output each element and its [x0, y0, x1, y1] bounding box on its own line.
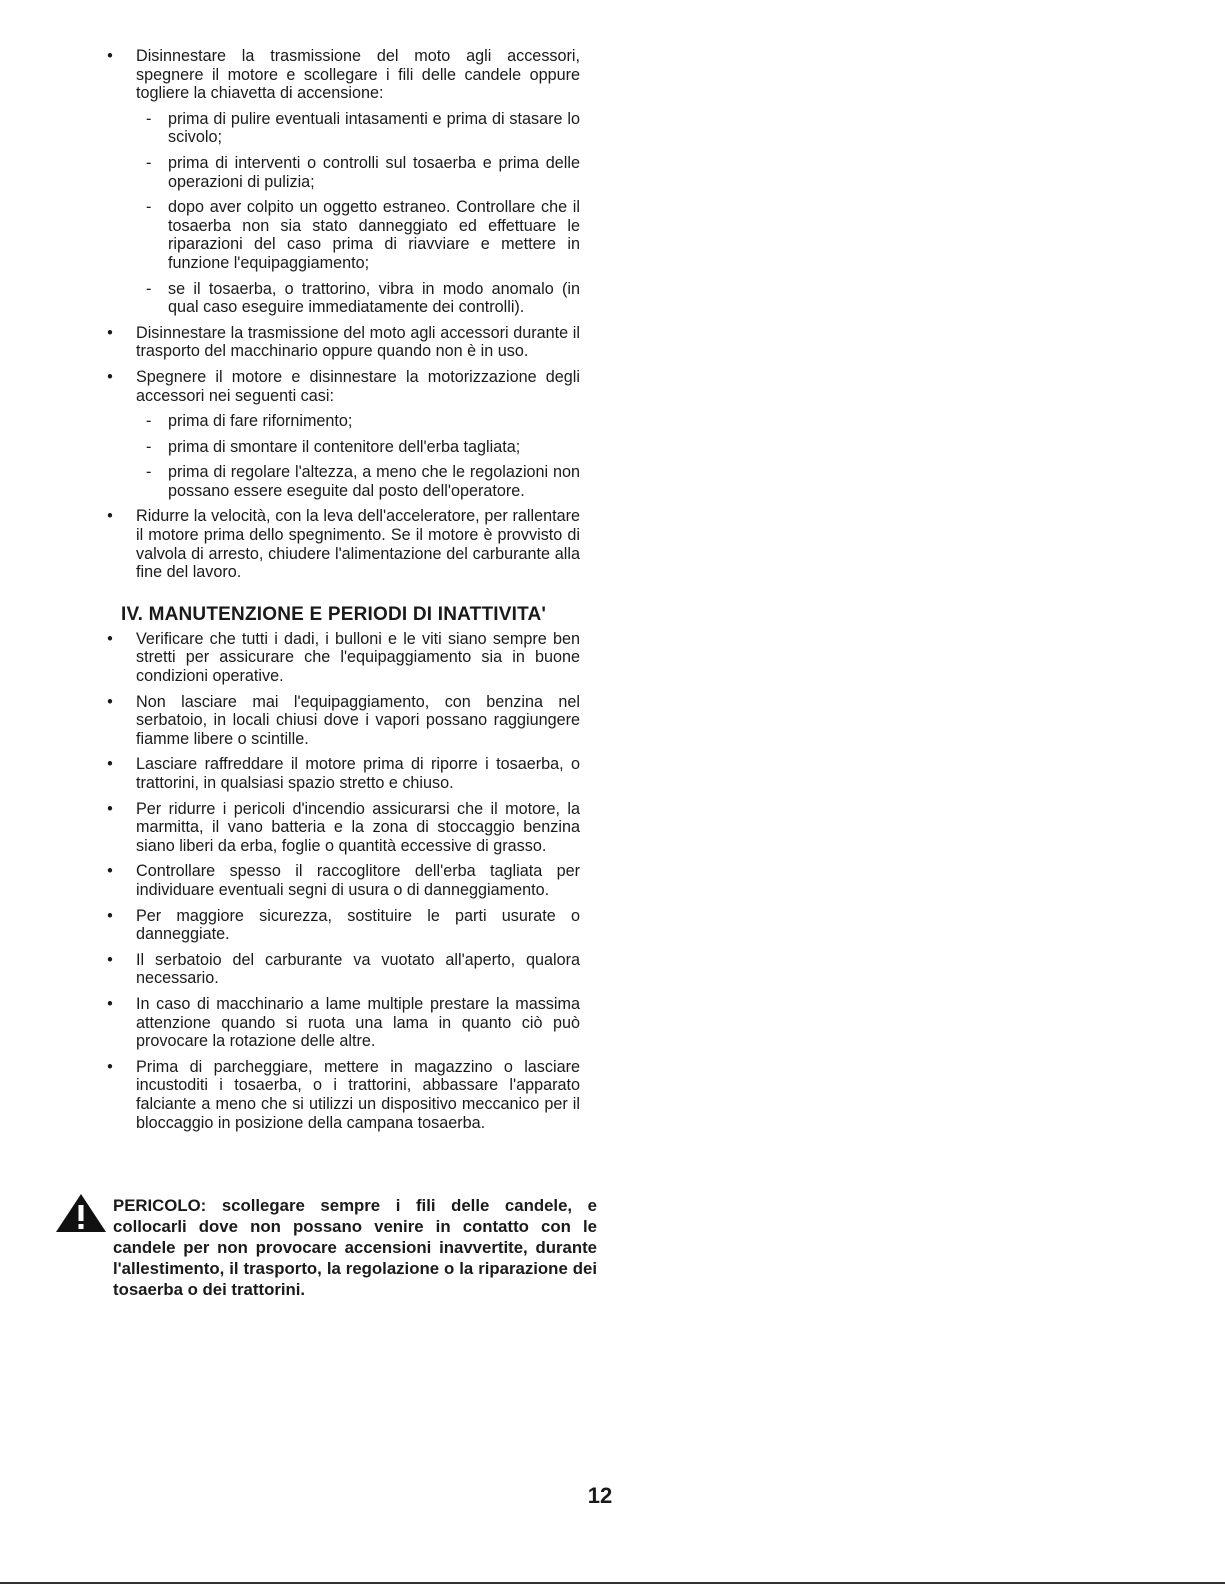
list-item: [104, 800, 580, 856]
list-item-text: Verificare che tutti i dadi, i bulloni e le viti siano sempre ben stretti per assicurare che l'equipaggiamento sia in buone condizioni operative.: [136, 629, 580, 686]
list-item: [104, 995, 580, 1051]
text-column: [104, 47, 580, 1132]
list-item: [104, 907, 580, 944]
list-item: [104, 507, 580, 581]
bullet: •: [107, 692, 113, 711]
bullet: •: [107, 367, 113, 386]
list-item: [104, 862, 580, 899]
sub-list-item: [104, 412, 580, 431]
dash: -: [146, 198, 152, 217]
bullet: •: [107, 862, 113, 881]
list-item: [104, 1058, 580, 1132]
dash: -: [146, 279, 152, 298]
dash: -: [146, 437, 152, 456]
bullet: •: [107, 507, 113, 526]
sub-list-item-text: se il tosaerba, o trattorino, vibra in modo anomalo (in qual caso eseguire immediatamente dei controlli).: [168, 279, 580, 317]
sub-list-item-text: dopo aver colpito un oggetto estraneo. Controllare che il tosaerba non sia stato danneggiato ed effettuare le riparazioni del caso prima di riavviare e mettere in funzione l'equipaggiamento;: [168, 198, 580, 272]
list-item-text: Per ridurre i pericoli d'incendio assicurarsi che il motore, la marmitta, il vano batteria e la zona di stoccaggio benzina siano liberi da erba, foglie o quantità eccessive di grasso.: [136, 799, 580, 855]
danger-text: PERICOLO: scollegare sempre i fili delle candele, e collocarli dove non possano venire in contatto con le candele per non provocare accensioni inavvertite, durante l'allestimento, il trasporto, la regolazione o la riparazione dei tosaerba o dei trattorini.: [113, 1196, 597, 1299]
sub-list: [136, 110, 580, 317]
bullet: •: [107, 950, 113, 969]
dash: -: [146, 412, 152, 431]
bullet: •: [107, 799, 113, 818]
dash: -: [146, 153, 152, 172]
page-number: 12: [587, 1483, 613, 1508]
bullet: •: [107, 906, 113, 925]
sub-list-item: [104, 110, 580, 147]
list-item-text: Per maggiore sicurezza, sostituire le parti usurate o danneggiate.: [136, 906, 580, 944]
bullet: •: [107, 755, 113, 774]
bullet: •: [107, 994, 113, 1013]
sub-list-item: [104, 280, 580, 317]
list-item: [104, 693, 580, 749]
sub-list-item-text: prima di fare rifornimento;: [168, 412, 353, 431]
sub-list-item-text: prima di pulire eventuali intasamenti e prima di stasare lo scivolo;: [168, 109, 580, 147]
sub-list: [136, 412, 580, 500]
sub-list-item: [104, 154, 580, 191]
bullet: •: [107, 323, 113, 342]
list-item: [104, 47, 580, 317]
bullet: •: [107, 629, 113, 648]
sub-list-item: [104, 198, 580, 272]
list-item-text: Disinnestare la trasmissione del moto agli accessori, spegnere il motore e scollegare i fili delle candele oppure togliere la chiavetta di accensione:: [136, 47, 580, 103]
list-item: [104, 630, 580, 686]
bullet: •: [107, 47, 113, 65]
list-item-text: Non lasciare mai l'equipaggiamento, con benzina nel serbatoio, in locali chiusi dove i vapori possano raggiungere fiamme libere o scintille.: [136, 692, 580, 748]
bullet: •: [107, 1057, 113, 1076]
list-item: [104, 755, 580, 792]
warning-triangle-icon: [53, 1192, 109, 1234]
list-item-text: Il serbatoio del carburante va vuotato all'aperto, qualora necessario.: [136, 950, 580, 988]
list-item-text: Lasciare raffreddare il motore prima di riporre i tosaerba, o trattorini, in qualsiasi spazio stretto e chiuso.: [136, 755, 580, 792]
list-item-text: In caso di macchinario a lame multiple prestare la massima attenzione quando si ruota una lama in quanto ciò può provocare la rotazione delle altre.: [136, 994, 580, 1051]
list-item: [104, 368, 580, 501]
sub-list-item-text: prima di interventi o controlli sul tosaerba e prima delle operazioni di pulizia;: [168, 153, 580, 191]
list-item: [104, 324, 580, 361]
section-heading: IV. MANUTENZIONE E PERIODI DI INATTIVITA': [121, 603, 547, 625]
dash: -: [146, 109, 152, 128]
sub-list-item-text: prima di smontare il contenitore dell'erba tagliata;: [168, 437, 521, 456]
list-item-text: Disinnestare la trasmissione del moto agli accessori durante il trasporto del macchinario oppure quando non è in uso.: [136, 323, 580, 361]
list-item-text: Controllare spesso il raccoglitore dell'erba tagliata per individuare eventuali segni di usura o di danneggiamento.: [136, 862, 580, 899]
sub-list-item: [104, 438, 580, 457]
sub-list-item: [104, 463, 580, 500]
sub-list-item-text: prima di regolare l'altezza, a meno che le regolazioni non possano essere eseguite dal posto dell'operatore.: [168, 463, 580, 500]
list-item-text: Ridurre la velocità, con la leva dell'acceleratore, per rallentare il motore prima dello spegnimento. Se il motore è provvisto di valvola di arresto, chiudere l'alimentazione del carburante alla fine del lavoro.: [136, 507, 580, 582]
list-item-text: Prima di parcheggiare, mettere in magazzino o lasciare incustoditi i tosaerba, o i trattorini, abbassare l'apparato falciante a meno che si utilizzi un dispositivo meccanico per il bloccaggio in posizione della campana tosaerba.: [136, 1057, 580, 1132]
list-item-text: Spegnere il motore e disinnestare la motorizzazione degli accessori nei seguenti casi:: [136, 367, 580, 405]
list-item: [104, 951, 580, 988]
bottom-rule: [0, 1582, 1225, 1584]
dash: -: [146, 463, 152, 482]
